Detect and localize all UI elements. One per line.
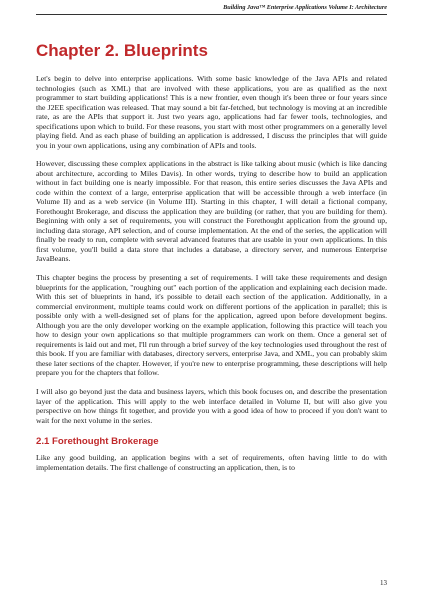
body-paragraph: I will also go beyond just the data and business layers, which this book focuses on, and describe the presentation layer of the application. This will apply to the web interface detailed in Volume II, but will also give you perspective on how things fit together, and provide you with a good idea of how to proceed if you don't want to wait for the next volume in the series. — [36, 387, 387, 425]
chapter-title: Chapter 2. Blueprints — [36, 41, 208, 60]
body-paragraph: However, discussing these complex applications in the abstract is like talking about music (which is like dancing about architecture, according to Miles Davis). In other words, trying to describe how to build an application without in fact building one is nearly impossible. For that reason, this entire series discusses the Java APIs and code within the context of a large, enterprise application that will be accessible through a web interface (in Volume II) and as a web service (in Volume III). Starting in this chapter, I will detail a fictional company, Forethought Brokerage, and discuss the application they are building (or rather, that you are building for them). Beginning with only a set of requirements, you will construct the Forethought application from the ground up, including data storage, API selection, and of course implementation. At the end of the series, the application will finally be ready to run, complete with several advanced features that are usable in your own applications. In this first volume, you'll build a data store that includes a database, a directory server, and numerous Enterprise JavaBeans. — [36, 159, 387, 264]
page-number: 13 — [380, 579, 387, 587]
page-content — [36, 41, 387, 482]
section-heading: 2.1 Forethought Brokerage — [36, 436, 159, 448]
running-header: Building Java™ Enterprise Applications Volume I: Architecture — [223, 4, 387, 11]
section-paragraph: Like any good building, an application begins with a set of requirements, often having little to do with implementation details. The first challenge of constructing an application, then, is to — [36, 453, 387, 472]
body-paragraph: Let's begin to delve into enterprise applications. With some basic knowledge of the Java APIs and related technologies (such as XML) that are involved with these applications, you are as qualified as the next programmer to start building applications! This is a new frontier, even though it's been three or four years since the J2EE specification was released. That may sound a bit far-fetched, but technology is moving at an incredible rate, as are the APIs that support it. Just two years ago, applications had far fewer tools, technologies, and specifications upon which to build. For these reasons, you start with most other programmers on a generally level playing field. And as each phase of building an application is addressed, I discuss the principles that will guide you in your own applications, using any combination of APIs and tools. — [36, 74, 387, 150]
header-rule — [36, 14, 387, 15]
body-paragraph: This chapter begins the process by presenting a set of requirements. I will take these requirements and design blueprints for the application, "roughing out" each portion of the application and explaining each decision made. With this set of blueprints in hand, it's possible to detail each section of the application. Additionally, in a commercial environment, multiple teams could work on different portions of the application in parallel; this is possible only with a well-designed set of plans for the application, agreed upon before development begins. Although you are the only developer working on the example application, following this practice will teach you how to design your own applications so that multiple programmers can work on them. Once a general set of requirements is laid out and met, I'll run through a brief survey of the key technologies used throughout the rest of this book. If you are familiar with databases, directory servers, enterprise Java, and XML, you can probably skim these later sections of the chapter. However, if you're new to enterprise programming, these descriptions will help prepare you for the chapters that follow. — [36, 273, 387, 378]
